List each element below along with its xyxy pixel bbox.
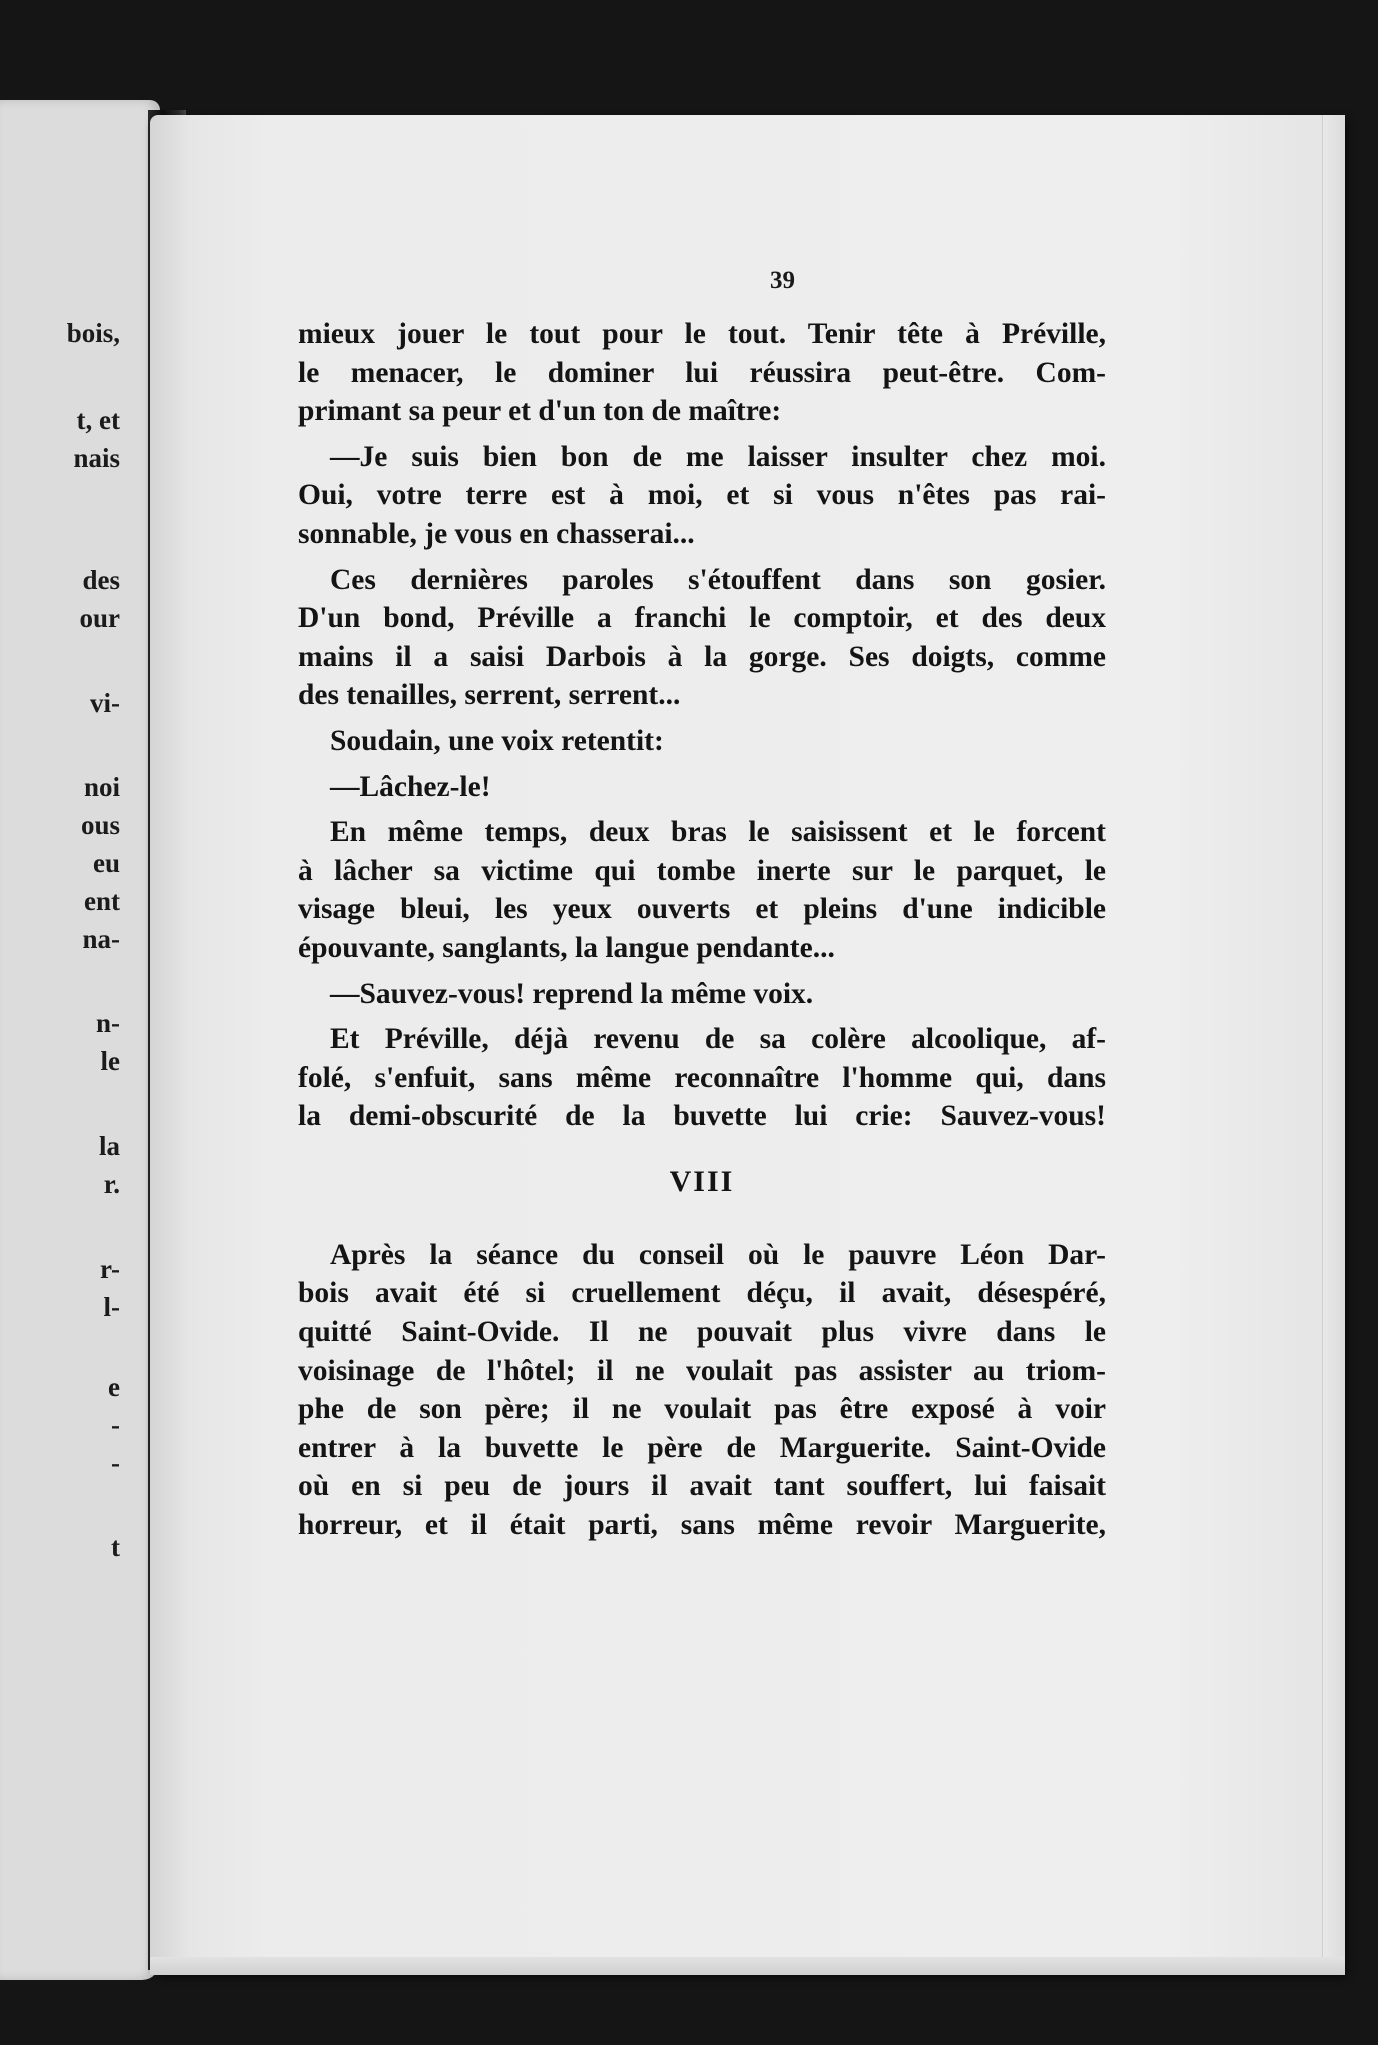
left-fragment: t: [111, 1532, 120, 1562]
left-fragment: r-: [100, 1254, 120, 1284]
page-number: 39: [770, 267, 795, 294]
paragraph: [298, 768, 1106, 807]
left-fragment: ent: [84, 886, 120, 916]
left-fragment: -: [111, 1448, 120, 1478]
left-fragment: r.: [103, 1169, 120, 1199]
left-fragment: t, et: [76, 405, 120, 435]
page-bottom-edge: [150, 1957, 1345, 1975]
text-line: En même temps, deux bras le saisissent et le forcent: [330, 816, 1106, 849]
left-fragment: n-: [95, 1008, 120, 1038]
text-line: horreur, et il était parti, sans même revoir Marguerite,: [298, 1509, 1106, 1542]
paragraph: [298, 722, 1106, 761]
left-fragment: -: [111, 1410, 120, 1440]
left-fragment: vi-: [90, 688, 120, 718]
paragraph: [298, 561, 1106, 715]
page-edge: [1322, 115, 1345, 1975]
body-text: [298, 315, 1106, 1552]
text-line: Après la séance du conseil où le pauvre Léon Dar-: [330, 1238, 1106, 1271]
left-fragment: la: [98, 1131, 120, 1161]
text-line: —Je suis bien bon de me laisser insulter chez moi.: [330, 440, 1106, 473]
book-page: [150, 115, 1345, 1975]
text-line: folé, s'enfuit, sans même reconnaître l'homme qui, dans: [298, 1061, 1106, 1094]
left-fragment: eu: [93, 848, 120, 878]
text-line: où en si peu de jours il avait tant souffert, lui faisait: [298, 1470, 1106, 1503]
left-fragment: noi: [83, 772, 120, 802]
chapter-paragraph: [298, 1236, 1106, 1545]
text-line: sonnable, je vous en chasserai...: [298, 517, 695, 550]
text-line: bois avait été si cruellement déçu, il avait, désespéré,: [298, 1277, 1106, 1310]
text-line: la demi-obscurité de la buvette lui crie: Sauvez-vous!: [298, 1100, 1106, 1133]
text-line: mieux jouer le tout pour le tout. Tenir tête à Préville,: [298, 318, 1106, 350]
text-line: D'un bond, Préville a franchi le comptoir, et des deux: [298, 602, 1106, 635]
text-line: entrer à la buvette le père de Marguerite. Saint-Ovide: [298, 1431, 1106, 1464]
text-line: —Sauvez-vous! reprend la même voix.: [330, 977, 814, 1010]
text-line: épouvante, sanglants, la langue pendante...: [298, 931, 835, 964]
left-facing-page: [0, 100, 160, 1980]
left-fragment: na-: [82, 924, 120, 954]
text-line: Oui, votre terre est à moi, et si vous n'êtes pas rai-: [298, 479, 1106, 512]
text-line: visage bleui, les yeux ouverts et pleins d'une indicible: [298, 893, 1106, 926]
left-fragment: e: [108, 1372, 120, 1402]
text-line: phe de son père; il ne voulait pas être exposé à voir: [298, 1393, 1106, 1426]
left-fragment: des: [82, 565, 120, 595]
text-line: Et Préville, déjà revenu de sa colère alcoolique, af-: [330, 1023, 1106, 1056]
left-fragment: le: [100, 1046, 120, 1076]
chapter-heading: VIII: [669, 1164, 735, 1198]
text-line: mains il a saisi Darbois à la gorge. Ses doigts, comme: [298, 640, 1106, 673]
paragraph: [298, 1020, 1106, 1136]
paragraph: [298, 975, 1106, 1014]
text-line: primant sa peur et d'un ton de maître:: [298, 395, 782, 428]
left-fragment: nais: [73, 443, 120, 473]
left-fragment: ous: [80, 810, 120, 840]
text-line: quitté Saint-Ovide. Il ne pouvait plus vivre dans le: [298, 1316, 1106, 1349]
text-line: à lâcher sa victime qui tombe inerte sur le parquet, le: [298, 854, 1106, 887]
text-line: voisinage de l'hôtel; il ne voulait pas assister au triom-: [298, 1354, 1106, 1387]
text-line: des tenailles, serrent, serrent...: [298, 679, 681, 712]
left-fragment: l-: [103, 1292, 120, 1322]
text-line: Soudain, une voix retentit:: [330, 724, 664, 757]
paragraph: [298, 813, 1106, 967]
text-line: Ces dernières paroles s'étouffent dans son gosier.: [330, 563, 1106, 596]
paragraph: [298, 438, 1106, 554]
left-fragment: our: [79, 603, 120, 633]
paragraph: [298, 315, 1106, 431]
left-fragment: bois,: [66, 318, 120, 348]
text-line: le menacer, le dominer lui réussira peut-être. Com-: [298, 356, 1106, 389]
text-line: —Lâchez-le!: [330, 770, 491, 803]
